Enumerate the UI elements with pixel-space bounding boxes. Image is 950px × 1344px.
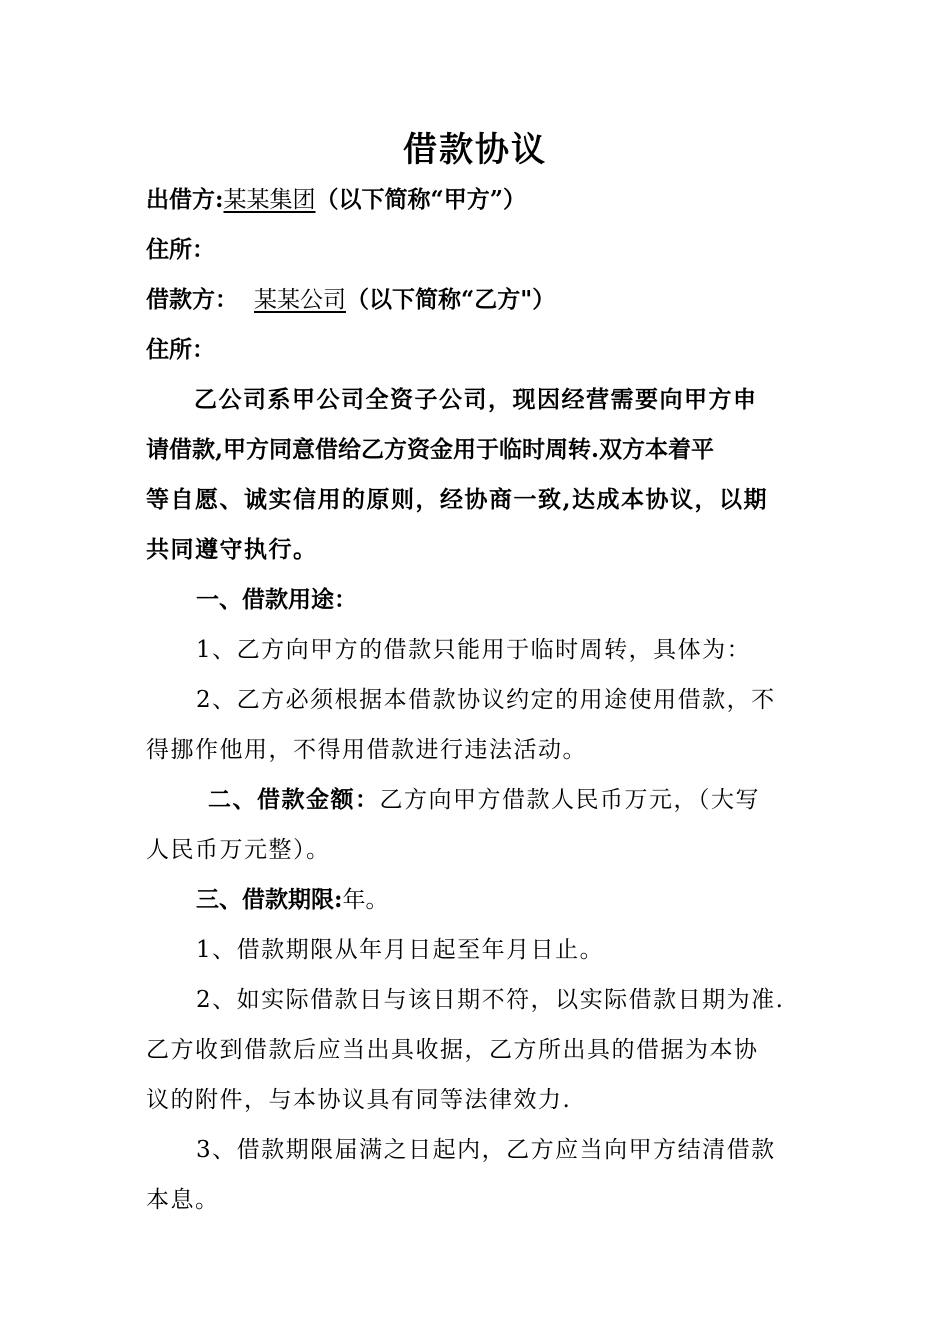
preamble-line-3: 等自愿、诚实信用的原则，经协商一致,达成本协议，以期: [146, 486, 769, 513]
section3-item1: 1、借款期限从年月日起至年月日止。: [196, 937, 605, 963]
borrower-alias: （以下简称“乙方"）: [346, 286, 556, 313]
section3-heading: 三、借款期限:: [196, 886, 343, 913]
lender-label: 出借方:: [146, 186, 224, 213]
section2-line-1: [146, 784, 878, 816]
borrower-label: 借款方：: [146, 286, 238, 313]
lender-address-label: 住所：: [146, 236, 215, 263]
section3-item2-line-3: 议的附件，与本协议具有同等法律效力.: [146, 1087, 572, 1113]
section2-line-2: 人民币万元整）。: [146, 837, 331, 863]
section3-item3-line-2: 本息。: [146, 1187, 220, 1213]
borrower-line: [146, 284, 816, 316]
section3-heading-tail: 年。: [342, 887, 389, 913]
section3-item3-line-1: 3、借款期限届满之日起内，乙方应当向甲方结清借款: [196, 1137, 776, 1163]
lender-alias: （以下简称“甲方”）: [315, 186, 526, 213]
section1-item2-line-1: 2、乙方必须根据本借款协议约定的用途使用借款，不: [196, 687, 776, 713]
document-title: 借款协议: [403, 130, 547, 170]
preamble-line-2: 请借款,甲方同意借给乙方资金用于临时周转.双方本着平: [146, 436, 715, 463]
borrower-address-label: 住所：: [146, 336, 215, 363]
borrower-name: 某某公司: [254, 287, 346, 313]
section1-item2-line-2: 得挪作他用，不得用借款进行违法活动。: [146, 737, 587, 763]
section1-heading: 一、借款用途：: [196, 586, 357, 613]
section3-heading-line: [146, 884, 866, 916]
lender-name: 某某集团: [223, 187, 316, 213]
lender-line: [146, 184, 816, 216]
preamble-line-4: 共同遵守执行。: [146, 536, 318, 563]
section3-item2-line-2: 乙方收到借款后应当出具收据，乙方所出具的借据为本协: [146, 1037, 759, 1063]
preamble-line-1: 乙公司系甲公司全资子公司，现因经营需要向甲方申: [194, 386, 758, 413]
section2-heading: 二、借款金额：: [208, 786, 380, 813]
section3-item2-line-1: 2、如实际借款日与该日期不符，以实际借款日期为准.: [196, 987, 785, 1013]
section2-text: 乙方向甲方借款人民币万元，（大写: [379, 787, 760, 813]
section1-item1: 1、乙方向甲方的借款只能用于临时周转，具体为：: [196, 637, 752, 663]
